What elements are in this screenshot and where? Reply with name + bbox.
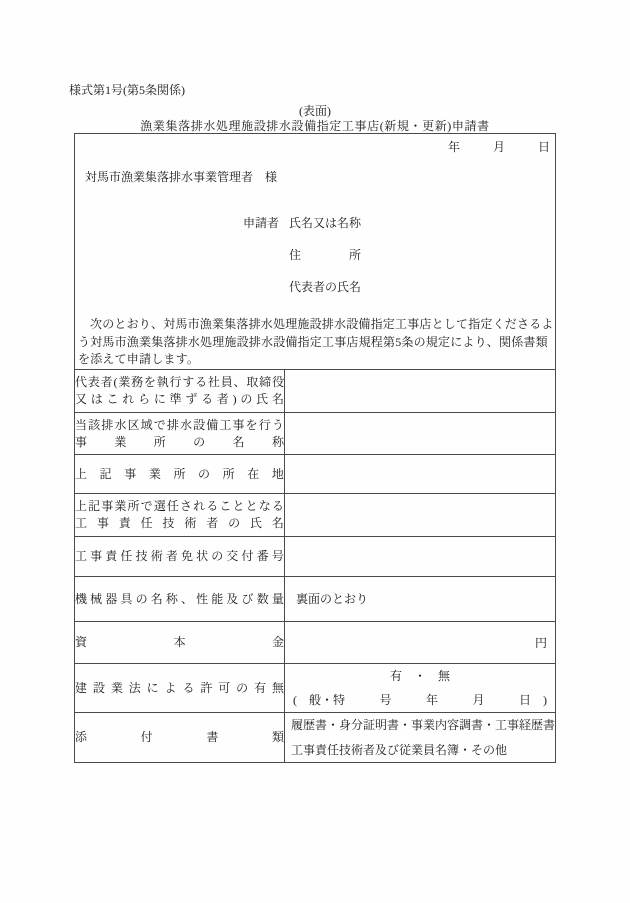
label-line: 機 械 器 具 の 名 称 、 性 能 及 び 数 量 [75,591,284,606]
label-attachments [75,713,285,763]
date-line [448,140,550,154]
form-number: 様式第1号(第5条関係) [69,83,185,97]
permit-detail-line [285,693,555,707]
label-construction-permit [75,664,285,713]
value-construction-permit [285,664,556,713]
label-line: 代 表 者 ( 業 務 を 執 行 す る 社 員 、 取 締 役 [75,375,284,389]
statement-line: う対馬市漁業集落排水処理施設排水設備指定工事店規程第5条の規定により、関係書類 [78,334,548,349]
statement-line: 次のとおり、対馬市漁業集落排水処理施設排水設備指定工事店として指定くださるよ [90,317,554,331]
label-equipment [75,577,285,622]
label-line: 上 記 事 業 所 の 所 在 地 [75,466,284,481]
permit-type-label: ( 般・特 [293,693,345,707]
yen-unit-label: 円 [534,635,547,650]
label-line: 当 該 排 水 区 域 で 排 水 設 備 工 事 を 行 う [75,417,284,432]
permit-yes-no: 有 ・ 無 [389,669,450,683]
field-address: 住 所 [289,248,361,262]
value-chief-engineer-name [285,494,556,537]
label-chief-engineer-name [75,494,285,537]
year-label: 年 [447,140,460,154]
label-line: 又 は こ れ ら に 準 ず る 者 ) の 氏 名 [75,392,284,406]
statement-line: を添えて申請します。 [78,352,200,366]
row-license-number [75,537,556,577]
field-name-or-title: 氏名又は名称 [289,216,362,230]
label-line: 工 事 責 任 技 術 者 の 氏 名 [75,516,284,530]
month-label: 月 [492,140,505,154]
value-license-number [285,537,556,577]
label-line: 事 業 所 の 名 称 [75,434,284,449]
application-statement [78,316,553,369]
row-business-office-name [75,413,556,455]
label-line: 添 付 書 類 [75,730,284,744]
applicant-block [243,216,361,312]
applicant-label: 申請者 [243,216,280,230]
value-equipment [285,577,556,622]
equipment-note: 裏面のとおり [296,592,369,606]
value-office-address [285,455,556,494]
label-line: 工 事 責 任 技 術 者 免 状 の 交 付 番 号 [75,549,284,563]
label-representative-name [75,370,285,413]
label-license-number [75,537,285,577]
label-business-office-name [75,413,285,455]
label-line: 上 記 事 業 所 で 選 任 さ れ る こ と と な る [75,499,284,513]
row-attachments [75,713,556,763]
form-table [74,133,556,763]
label-line: 建 設 業 法 に よ る 許 可 の 有 無 [75,680,284,695]
row-construction-permit [75,664,556,713]
day-label: 日 [537,140,550,154]
permit-number-label: 号 [379,693,392,707]
label-office-address [75,455,285,494]
row-chief-engineer-name [75,494,556,537]
value-representative-name [285,370,556,413]
row-representative-name [75,370,556,413]
field-representative-name: 代表者の氏名 [289,280,362,294]
label-line: 資 本 金 [75,635,284,649]
label-capital [75,622,285,664]
value-capital [285,622,556,664]
surface-label: (表面) [299,104,331,118]
letter-head-row [75,134,556,370]
row-capital [75,622,556,664]
row-equipment [75,577,556,622]
permit-year-label: 年 [425,693,438,707]
permit-day-label: 日 ) [518,693,547,707]
row-office-address [75,455,556,494]
value-business-office-name [285,413,556,455]
permit-month-label: 月 [472,693,485,707]
attachment-list-line: 履歴書・身分証明書・事業内容調書・工事経歴書 [291,718,556,733]
value-attachments [285,713,556,763]
addressee: 対馬市漁業集落排水事業管理者 様 [85,170,278,184]
page-title: 漁業集落排水処理施設排水設備指定工事店(新規・更新)申請書 [140,119,490,133]
attachment-list-line: 工事責任技術者及び従業員名簿・その他 [291,742,508,757]
